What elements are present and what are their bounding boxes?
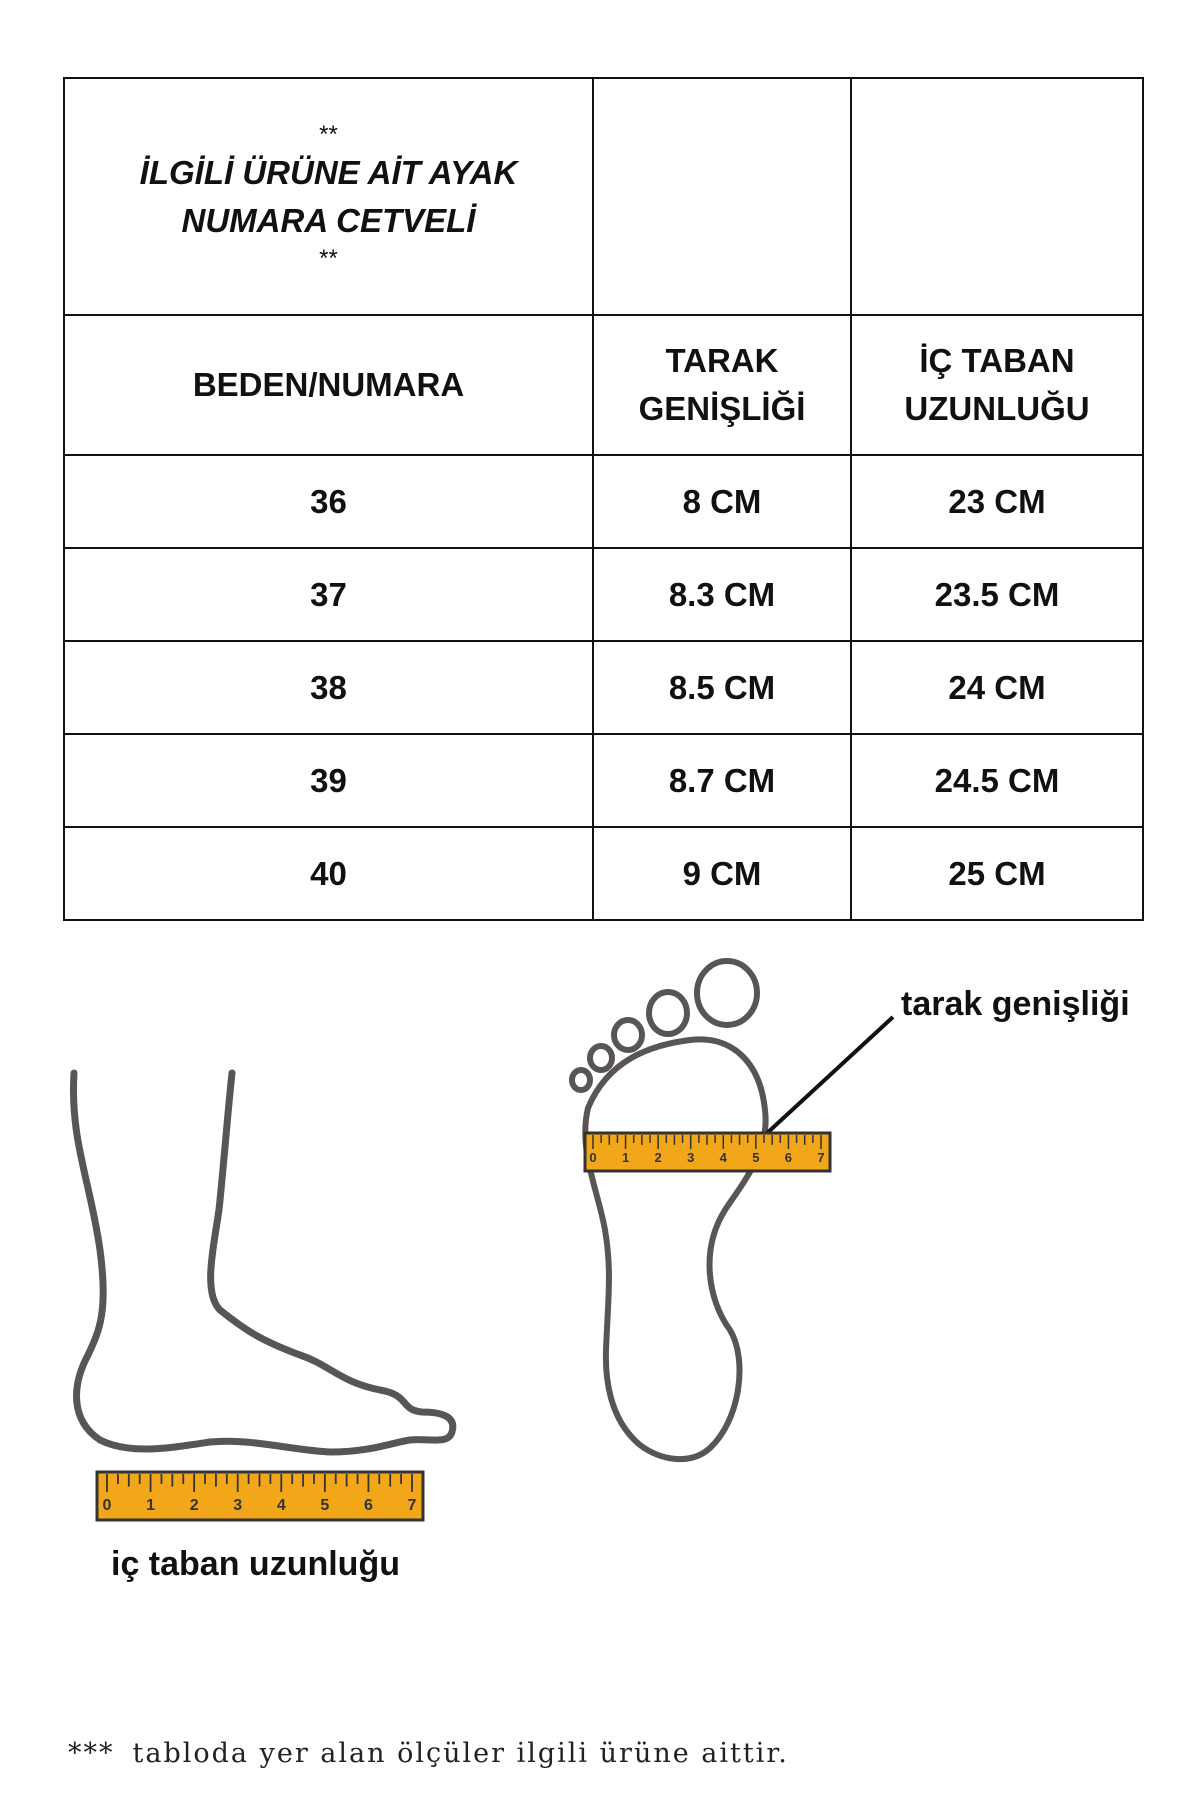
cell-width: 8.7 CM xyxy=(593,734,851,827)
cell-length: 23 CM xyxy=(851,455,1143,548)
table-title-line1: İLGİLİ ÜRÜNE AİT AYAK xyxy=(139,153,518,191)
width-measure-label: tarak genişliği xyxy=(901,985,1130,1023)
bottom-ruler-number: 1 xyxy=(146,1497,156,1514)
top-ruler-number: 0 xyxy=(589,1150,597,1165)
title-stars-top: ** xyxy=(319,120,338,148)
bottom-ruler-number: 5 xyxy=(320,1497,330,1514)
cell-size: 40 xyxy=(64,827,593,920)
bottom-ruler-number: 7 xyxy=(407,1497,417,1514)
cell-length: 25 CM xyxy=(851,827,1143,920)
top-ruler-number: 4 xyxy=(719,1150,727,1165)
bottom-ruler-number: 6 xyxy=(363,1497,373,1514)
bottom-ruler-number: 2 xyxy=(189,1497,199,1514)
bottom-ruler-number: 3 xyxy=(233,1497,243,1514)
cell-width: 9 CM xyxy=(593,827,851,920)
cell-length: 24 CM xyxy=(851,641,1143,734)
header-width-line2: GENİŞLİĞİ xyxy=(638,390,806,427)
bottom-ruler-number: 4 xyxy=(276,1497,286,1514)
header-size-label: BEDEN/NUMARA xyxy=(192,366,465,403)
pointer-line xyxy=(765,1017,893,1135)
table-title-line2: NUMARA CETVELİ xyxy=(181,201,476,239)
cell-width: 8.3 CM xyxy=(593,548,851,641)
top-ruler-number: 5 xyxy=(752,1150,760,1165)
cell-length: 23.5 CM xyxy=(851,548,1143,641)
header-width-line1: TARAK xyxy=(665,342,779,379)
header-length-line1: İÇ TABAN xyxy=(919,342,1075,379)
top-ruler-number: 2 xyxy=(654,1150,662,1165)
bottom-ruler-number: 0 xyxy=(102,1497,112,1514)
top-ruler-number: 1 xyxy=(621,1150,630,1165)
cell-size: 39 xyxy=(64,734,593,827)
cell-size: 36 xyxy=(64,455,593,548)
footnote-stars: *** xyxy=(68,1738,115,1769)
top-ruler-icon xyxy=(585,1133,830,1171)
cell-size: 37 xyxy=(64,548,593,641)
top-ruler-number: 3 xyxy=(687,1150,695,1165)
cell-size: 38 xyxy=(64,641,593,734)
bottom-ruler-icon xyxy=(97,1472,423,1520)
length-measure-label: iç taban uzunluğu xyxy=(111,1545,400,1583)
cell-width: 8 CM xyxy=(593,455,851,548)
footnote xyxy=(68,1738,789,1769)
header-length-line2: UZUNLUĞU xyxy=(904,390,1090,427)
cell-length: 24.5 CM xyxy=(851,734,1143,827)
top-ruler-number: 7 xyxy=(817,1150,825,1165)
top-ruler-number: 6 xyxy=(784,1150,793,1165)
side-foot-icon xyxy=(73,1073,452,1452)
top-foot-icon xyxy=(572,961,766,1459)
cell-width: 8.5 CM xyxy=(593,641,851,734)
title-stars-bottom: ** xyxy=(319,244,338,272)
footnote-text: tabloda yer alan ölçüler ilgili ürüne aittir. xyxy=(132,1738,789,1769)
